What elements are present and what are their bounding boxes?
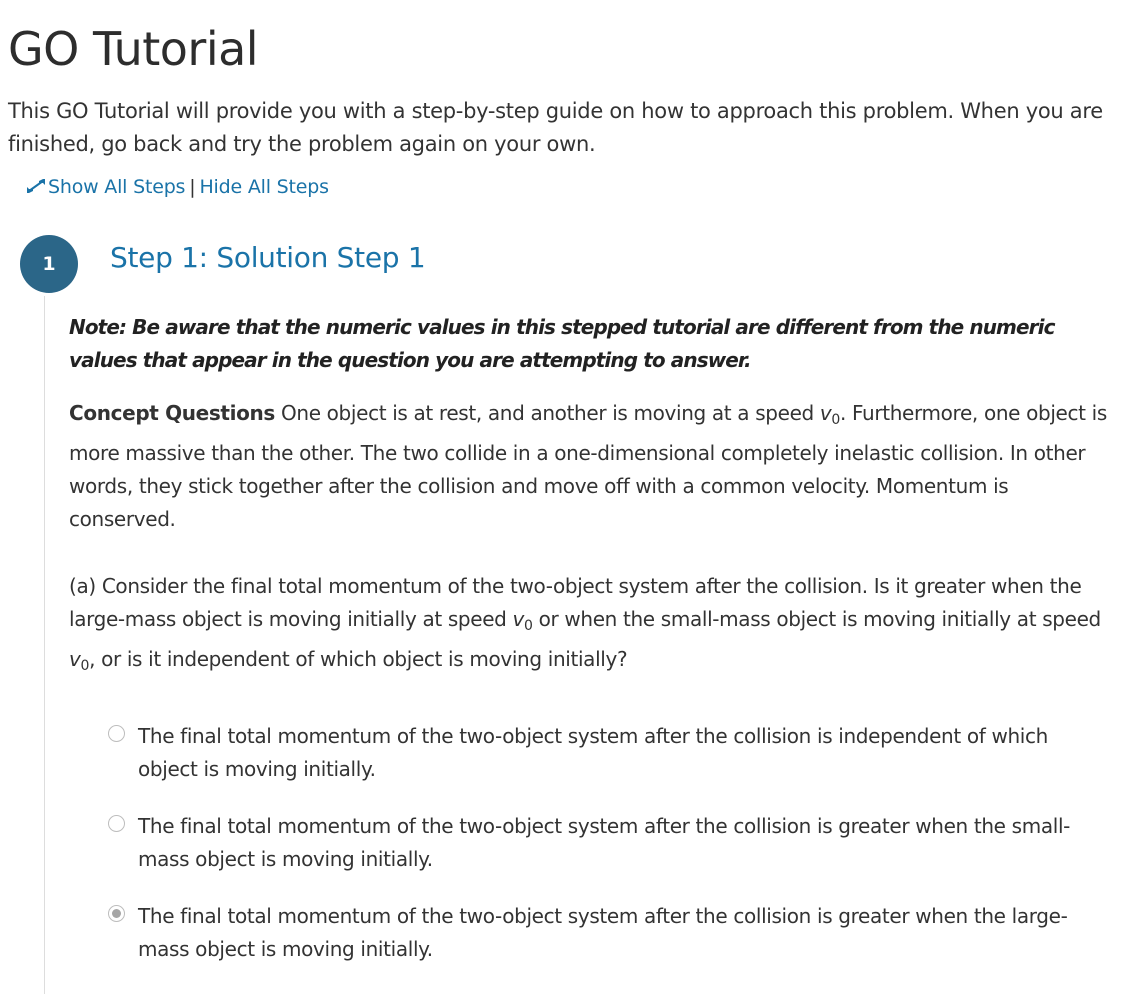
speed-symbol-subscript: 0 xyxy=(524,618,533,634)
option-label[interactable]: The final total momentum of the two-object system after the collision is independent of which object is moving initially. xyxy=(138,724,1048,781)
expand-arrows-icon xyxy=(26,174,48,202)
concept-questions-label: Concept Questions xyxy=(69,401,275,425)
option-label[interactable]: The final total momentum of the two-object system after the collision is greater when the large-mass object is moving initially. xyxy=(138,904,1068,961)
question-text-part-2: or when the small-mass object is moving initially at speed xyxy=(532,607,1101,631)
step-content xyxy=(69,311,1119,683)
option-radio-button[interactable] xyxy=(108,905,125,922)
hide-all-steps-link[interactable]: Hide All Steps xyxy=(199,176,329,198)
speed-symbol-subscript: 0 xyxy=(80,658,90,674)
controls-separator: | xyxy=(189,176,196,198)
steps-controls xyxy=(26,173,329,202)
step-title[interactable]: Step 1: Solution Step 1 xyxy=(110,241,426,274)
option-radio-button[interactable] xyxy=(108,815,125,832)
concept-text-part-1: One object is at rest, and another is moving at a speed xyxy=(274,401,820,425)
option-label[interactable]: The final total momentum of the two-object system after the collision is greater when the small-mass object is moving initially. xyxy=(138,814,1071,871)
step-number-badge: 1 xyxy=(20,235,78,293)
answer-options xyxy=(107,720,1107,990)
option-radio-button[interactable] xyxy=(108,725,125,742)
intro-text: This GO Tutorial will provide you with a step-by-step guide on how to approach this problem. When you are finished, go back and try the problem again on your own. xyxy=(8,99,1103,156)
question-text-part-3: , or is it independent of which object is moving initially? xyxy=(89,647,628,671)
answer-option[interactable] xyxy=(107,720,1107,810)
step-rail-divider xyxy=(44,296,45,994)
answer-option[interactable] xyxy=(107,900,1107,990)
page-title: GO Tutorial xyxy=(8,22,259,76)
show-all-steps-link[interactable]: Show All Steps xyxy=(48,176,186,198)
concept-questions-paragraph xyxy=(69,397,1119,536)
question-a-text xyxy=(69,570,1119,683)
question-text-part-1: (a) Consider the final total momentum of the two-object system after the collision. Is it greater when the large-mass object is moving initially at speed xyxy=(69,574,1082,631)
speed-symbol-v: v xyxy=(512,607,525,631)
tutorial-note: Note: Be aware that the numeric values in this stepped tutorial are different from the numeric values that appear in the question you are attempting to answer. xyxy=(69,315,1055,372)
concept-text-part-2: . Furthermore, one object is more massive than the other. The two collide in a one-dimensional completely inelastic collision. In other words, they stick together after the collision and move off with a common velocity. Momentum is conserved. xyxy=(69,401,1107,531)
speed-symbol-v: v xyxy=(819,401,832,425)
speed-symbol-subscript: 0 xyxy=(831,412,840,428)
answer-option[interactable] xyxy=(107,810,1107,900)
speed-symbol-v: v xyxy=(69,647,81,671)
